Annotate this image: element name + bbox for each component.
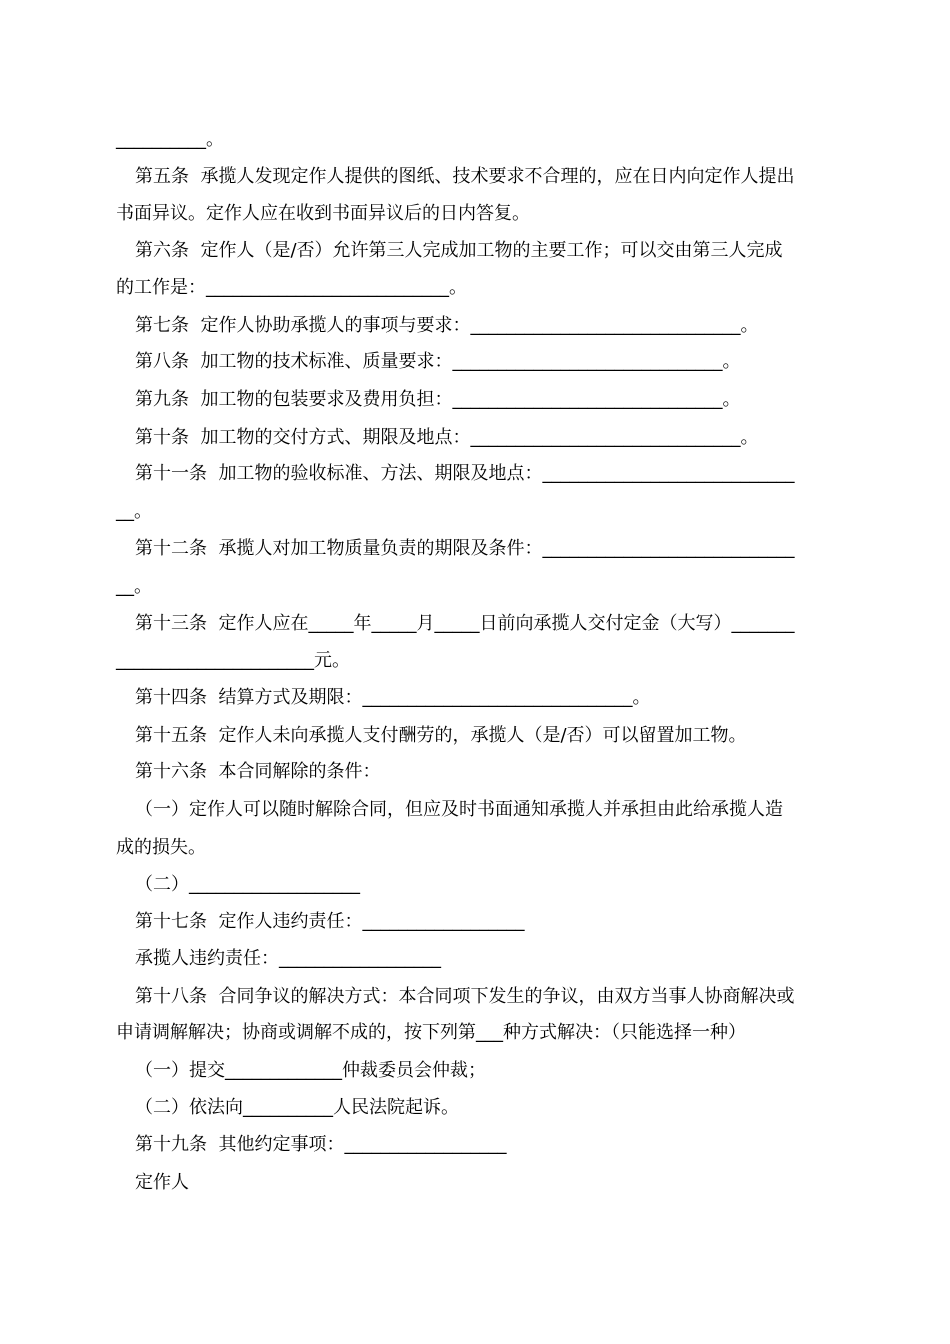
text-line: 承揽人违约责任：__________________ [135, 948, 441, 969]
text-line: （二）依法向__________人民法院起诉。 [135, 1097, 459, 1118]
text-line: ______________________元。 [116, 650, 350, 671]
text-line: __。 [116, 576, 152, 597]
text-line: （二）___________________ [135, 874, 360, 895]
text-line: 第五条 承揽人发现定作人提供的图纸、技术要求不合理的，应在日内向定作人提出 [135, 166, 795, 187]
text-line: 第十一条 加工物的验收标准、方法、期限及地点：____________________________ [135, 463, 795, 484]
text-line: __________。 [116, 129, 224, 150]
text-line: __。 [116, 501, 152, 522]
text-line: 第十五条 定作人未向承揽人支付酬劳的，承揽人（是/否）可以留置加工物。 [135, 725, 747, 746]
text-line: 第十二条 承揽人对加工物质量负责的期限及条件：____________________________ [135, 538, 795, 559]
text-line: 定作人 [135, 1172, 189, 1193]
text-line: 书面异议。定作人应在收到书面异议后的日内答复。 [116, 203, 530, 224]
text-line: 第十六条 本合同解除的条件： [135, 761, 381, 782]
text-line: 第十条 加工物的交付方式、期限及地点：______________________________。 [135, 427, 759, 448]
text-line: 第十七条 定作人违约责任：__________________ [135, 911, 525, 932]
text-line: 第六条 定作人（是/否）允许第三人完成加工物的主要工作；可以交由第三人完成 [135, 240, 783, 261]
text-line: 第十八条 合同争议的解决方式：本合同项下发生的争议，由双方当事人协商解决或 [135, 986, 795, 1007]
text-line: 第十三条 定作人应在_____年_____月_____日前向承揽人交付定金（大写）_______ [135, 613, 795, 634]
text-line: 第十九条 其他约定事项：__________________ [135, 1134, 507, 1155]
text-line: 第八条 加工物的技术标准、质量要求：______________________________。 [135, 351, 741, 372]
text-line: （一）提交_____________仲裁委员会仲裁； [135, 1060, 486, 1081]
text-line: 申请调解解决；协商或调解不成的，按下列第___种方式解决：（只能选择一种） [116, 1022, 746, 1043]
text-line: 成的损失。 [116, 837, 206, 858]
text-line: 的工作是：___________________________。 [116, 277, 467, 298]
text-line: 第十四条 结算方式及期限：______________________________。 [135, 687, 651, 708]
text-line: （一）定作人可以随时解除合同，但应及时书面通知承揽人并承担由此给承揽人造 [135, 799, 783, 820]
text-line: 第九条 加工物的包装要求及费用负担：______________________________。 [135, 389, 741, 410]
text-line: 第七条 定作人协助承揽人的事项与要求：______________________________。 [135, 315, 759, 336]
